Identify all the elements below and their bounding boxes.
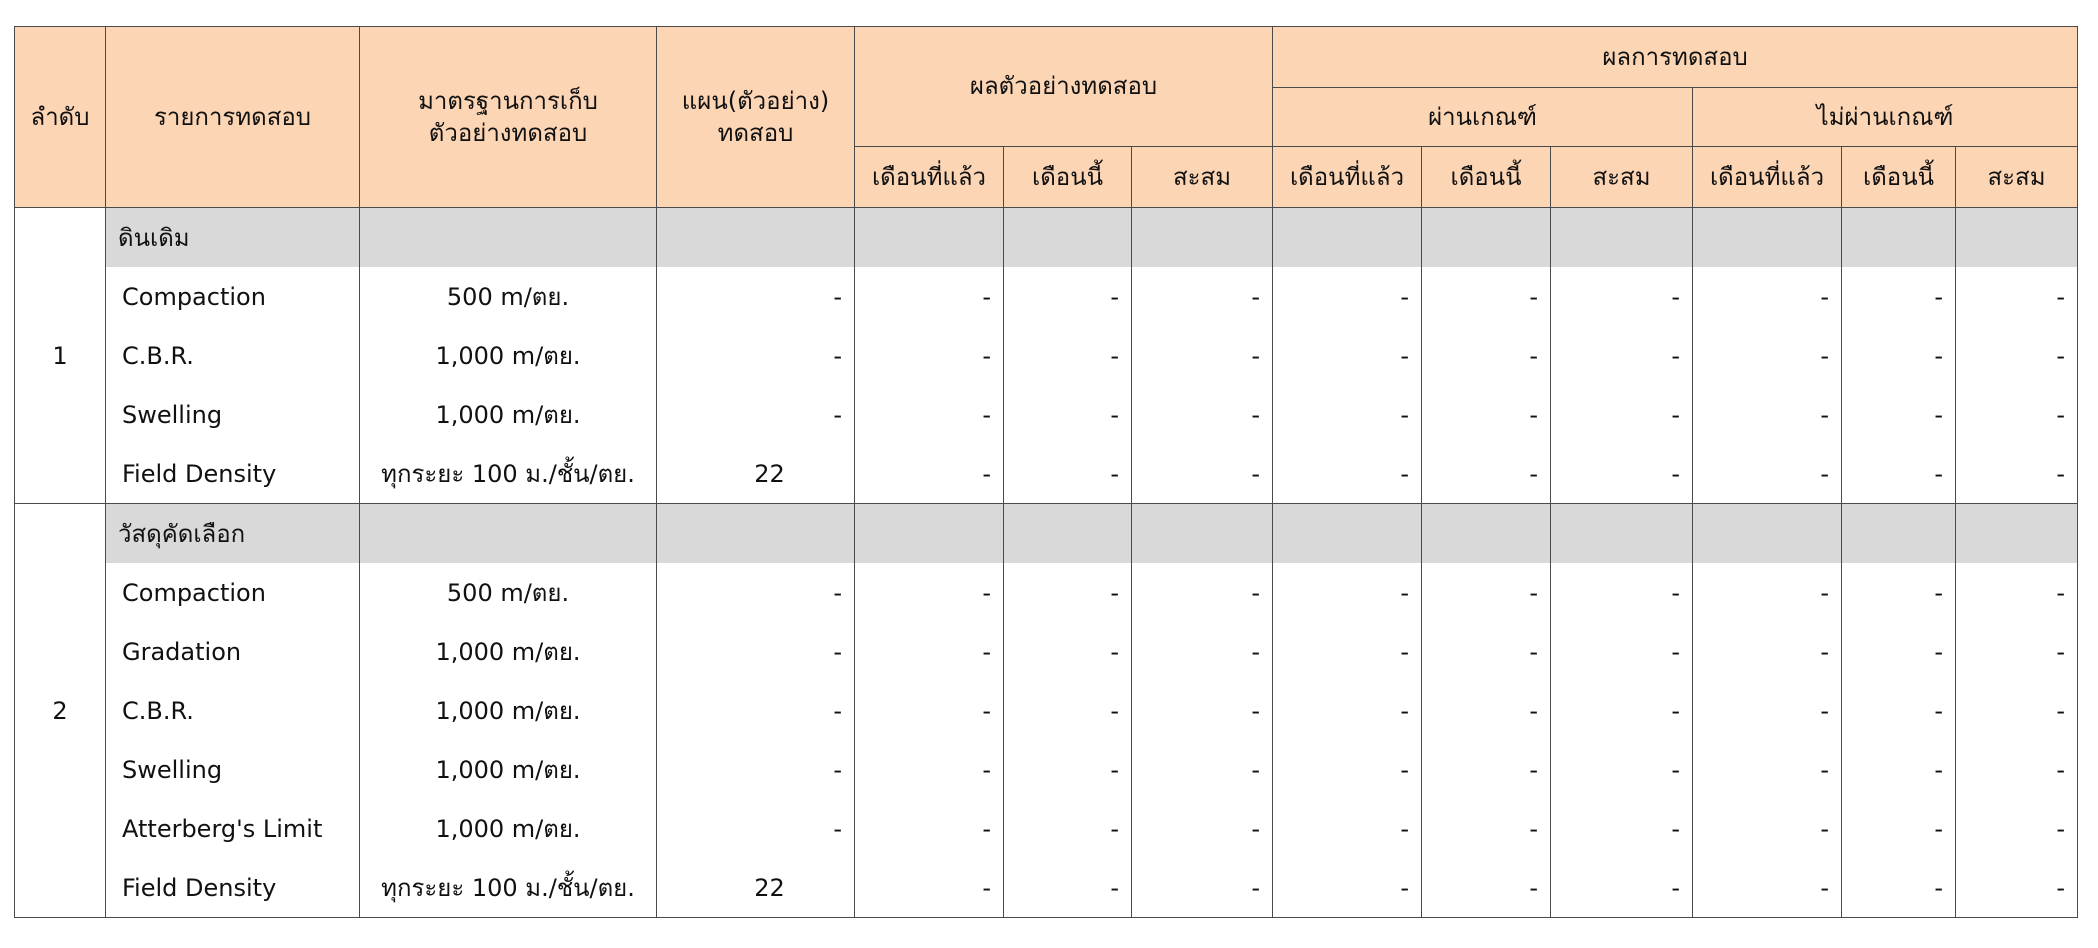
sampling-standard: 1,000 m/ตย. — [360, 326, 657, 385]
samples-this-month-cell: - — [1004, 267, 1132, 326]
fail-this-month-cell: - — [1842, 622, 1956, 681]
fail-cumulative-cell: - — [1956, 858, 2078, 918]
fail-this-month-cell: - — [1842, 681, 1956, 740]
pass-last-month-cell: - — [1273, 799, 1422, 858]
sampling-standard: 1,000 m/ตย. — [360, 799, 657, 858]
pass-cumulative-cell: - — [1551, 444, 1693, 504]
pass-last-month-cell: - — [1273, 622, 1422, 681]
fail-last-month-cell: - — [1693, 563, 1842, 622]
table-row — [15, 563, 2078, 622]
table-row — [15, 799, 2078, 858]
samples-this-month-cell: - — [1004, 681, 1132, 740]
group-filler-cell — [1551, 504, 1693, 564]
pass-last-month-cell: - — [1273, 267, 1422, 326]
group-filler-cell — [1956, 504, 2078, 564]
group-filler-cell — [1422, 504, 1551, 564]
group-title: ดินเดิม — [106, 208, 360, 268]
samples-last-month-cell: - — [855, 622, 1004, 681]
group-filler-cell — [855, 504, 1004, 564]
samples-this-month-cell: - — [1004, 740, 1132, 799]
group-filler-cell — [1956, 208, 2078, 268]
pass-this-month-cell: - — [1422, 267, 1551, 326]
plan-samples: - — [657, 681, 855, 740]
test-item: C.B.R. — [106, 326, 360, 385]
plan-samples: - — [657, 799, 855, 858]
header-pass-last-month: เดือนที่แล้ว — [1273, 147, 1422, 208]
header-no: ลำดับ — [15, 27, 106, 208]
plan-samples: - — [657, 622, 855, 681]
pass-this-month-cell: - — [1422, 681, 1551, 740]
samples-last-month-cell: - — [855, 326, 1004, 385]
samples-last-month-cell: - — [855, 740, 1004, 799]
fail-cumulative-cell: - — [1956, 267, 2078, 326]
samples-this-month-cell: - — [1004, 444, 1132, 504]
fail-cumulative-cell: - — [1956, 622, 2078, 681]
header-fail-cumulative: สะสม — [1956, 147, 2078, 208]
pass-this-month-cell: - — [1422, 444, 1551, 504]
pass-this-month-cell: - — [1422, 740, 1551, 799]
plan-samples: - — [657, 740, 855, 799]
samples-cumulative-cell: - — [1132, 681, 1273, 740]
test-item: Field Density — [106, 444, 360, 504]
fail-last-month-cell: - — [1693, 326, 1842, 385]
fail-cumulative-cell: - — [1956, 563, 2078, 622]
group-filler-cell — [1132, 208, 1273, 268]
group-number: 2 — [15, 504, 106, 918]
header-plan-line1: แผน(ตัวอย่าง) — [681, 86, 830, 115]
group-title: วัสดุคัดเลือก — [106, 504, 360, 564]
group-filler-cell — [360, 504, 657, 564]
samples-cumulative-cell: - — [1132, 799, 1273, 858]
fail-last-month-cell: - — [1693, 385, 1842, 444]
header-pass: ผ่านเกณฑ์ — [1273, 88, 1693, 147]
fail-this-month-cell: - — [1842, 326, 1956, 385]
group-filler-cell — [1693, 208, 1842, 268]
table-row — [15, 740, 2078, 799]
samples-this-month-cell: - — [1004, 385, 1132, 444]
header-samples-cumulative: สะสม — [1132, 147, 1273, 208]
fail-last-month-cell: - — [1693, 740, 1842, 799]
pass-cumulative-cell: - — [1551, 326, 1693, 385]
fail-last-month-cell: - — [1693, 858, 1842, 918]
header-samples: ผลตัวอย่างทดสอบ — [855, 27, 1273, 147]
samples-last-month-cell: - — [855, 858, 1004, 918]
pass-last-month-cell: - — [1273, 563, 1422, 622]
plan-samples: - — [657, 385, 855, 444]
plan-samples: - — [657, 267, 855, 326]
fail-cumulative-cell: - — [1956, 681, 2078, 740]
group-filler-cell — [1693, 504, 1842, 564]
samples-last-month-cell: - — [855, 681, 1004, 740]
table-row — [15, 385, 2078, 444]
test-item: C.B.R. — [106, 681, 360, 740]
header-plan — [657, 27, 855, 208]
header-pass-this-month: เดือนนี้ — [1422, 147, 1551, 208]
pass-this-month-cell: - — [1422, 858, 1551, 918]
sampling-standard: 1,000 m/ตย. — [360, 740, 657, 799]
test-item: Atterberg's Limit — [106, 799, 360, 858]
pass-this-month-cell: - — [1422, 385, 1551, 444]
plan-samples: - — [657, 326, 855, 385]
fail-cumulative-cell: - — [1956, 740, 2078, 799]
samples-last-month-cell: - — [855, 799, 1004, 858]
header-standard-line2: ตัวอย่างทดสอบ — [428, 119, 588, 147]
header-fail-this-month: เดือนนี้ — [1842, 147, 1956, 208]
pass-this-month-cell: - — [1422, 563, 1551, 622]
table-header — [15, 27, 2078, 208]
fail-cumulative-cell: - — [1956, 799, 2078, 858]
group-filler-cell — [657, 208, 855, 268]
pass-this-month-cell: - — [1422, 622, 1551, 681]
group-filler-cell — [1842, 504, 1956, 564]
sampling-standard: ทุกระยะ 100 ม./ชั้น/ตย. — [360, 858, 657, 918]
samples-this-month-cell: - — [1004, 799, 1132, 858]
pass-this-month-cell: - — [1422, 326, 1551, 385]
table-row — [15, 444, 2078, 504]
fail-this-month-cell: - — [1842, 858, 1956, 918]
sampling-standard: 1,000 m/ตย. — [360, 681, 657, 740]
table-row — [15, 681, 2078, 740]
fail-this-month-cell: - — [1842, 385, 1956, 444]
samples-cumulative-cell: - — [1132, 622, 1273, 681]
sampling-standard: 1,000 m/ตย. — [360, 622, 657, 681]
group-filler-cell — [1842, 208, 1956, 268]
pass-last-month-cell: - — [1273, 444, 1422, 504]
header-samples-last-month: เดือนที่แล้ว — [855, 147, 1004, 208]
fail-this-month-cell: - — [1842, 740, 1956, 799]
table-body — [15, 208, 2078, 918]
table-row — [15, 326, 2078, 385]
table-row — [15, 267, 2078, 326]
group-filler-cell — [1004, 504, 1132, 564]
pass-cumulative-cell: - — [1551, 740, 1693, 799]
pass-cumulative-cell: - — [1551, 385, 1693, 444]
group-filler-cell — [1273, 208, 1422, 268]
sampling-standard: 500 m/ตย. — [360, 563, 657, 622]
group-number: 1 — [15, 208, 106, 504]
fail-this-month-cell: - — [1842, 563, 1956, 622]
samples-cumulative-cell: - — [1132, 858, 1273, 918]
pass-this-month-cell: - — [1422, 799, 1551, 858]
fail-cumulative-cell: - — [1956, 385, 2078, 444]
test-item: Swelling — [106, 740, 360, 799]
pass-cumulative-cell: - — [1551, 563, 1693, 622]
table-row — [15, 858, 2078, 918]
pass-cumulative-cell: - — [1551, 858, 1693, 918]
samples-cumulative-cell: - — [1132, 444, 1273, 504]
pass-cumulative-cell: - — [1551, 267, 1693, 326]
pass-last-month-cell: - — [1273, 740, 1422, 799]
pass-last-month-cell: - — [1273, 858, 1422, 918]
samples-cumulative-cell: - — [1132, 326, 1273, 385]
test-item: Compaction — [106, 563, 360, 622]
plan-samples: - — [657, 563, 855, 622]
samples-last-month-cell: - — [855, 563, 1004, 622]
fail-cumulative-cell: - — [1956, 444, 2078, 504]
fail-this-month-cell: - — [1842, 799, 1956, 858]
samples-cumulative-cell: - — [1132, 740, 1273, 799]
header-plan-line2: ทดสอบ — [717, 119, 794, 147]
sampling-standard: 1,000 m/ตย. — [360, 385, 657, 444]
pass-cumulative-cell: - — [1551, 799, 1693, 858]
group-filler-cell — [1273, 504, 1422, 564]
fail-this-month-cell: - — [1842, 444, 1956, 504]
test-item: Swelling — [106, 385, 360, 444]
fail-last-month-cell: - — [1693, 444, 1842, 504]
table-row — [15, 622, 2078, 681]
fail-last-month-cell: - — [1693, 267, 1842, 326]
header-samples-this-month: เดือนนี้ — [1004, 147, 1132, 208]
fail-this-month-cell: - — [1842, 267, 1956, 326]
fail-last-month-cell: - — [1693, 622, 1842, 681]
group-filler-cell — [1422, 208, 1551, 268]
group-filler-cell — [855, 208, 1004, 268]
fail-cumulative-cell: - — [1956, 326, 2078, 385]
fail-last-month-cell: - — [1693, 681, 1842, 740]
header-fail-last-month: เดือนที่แล้ว — [1693, 147, 1842, 208]
samples-this-month-cell: - — [1004, 326, 1132, 385]
group-row — [15, 504, 2078, 564]
pass-cumulative-cell: - — [1551, 622, 1693, 681]
group-filler-cell — [360, 208, 657, 268]
test-item: Gradation — [106, 622, 360, 681]
samples-cumulative-cell: - — [1132, 385, 1273, 444]
header-results: ผลการทดสอบ — [1273, 27, 2078, 88]
samples-this-month-cell: - — [1004, 858, 1132, 918]
plan-samples: 22 — [657, 858, 855, 918]
test-results-table — [14, 26, 2078, 918]
sampling-standard: ทุกระยะ 100 ม./ชั้น/ตย. — [360, 444, 657, 504]
group-row — [15, 208, 2078, 268]
pass-last-month-cell: - — [1273, 326, 1422, 385]
header-fail: ไม่ผ่านเกณฑ์ — [1693, 88, 2078, 147]
group-filler-cell — [1551, 208, 1693, 268]
pass-cumulative-cell: - — [1551, 681, 1693, 740]
samples-this-month-cell: - — [1004, 622, 1132, 681]
samples-last-month-cell: - — [855, 444, 1004, 504]
group-filler-cell — [657, 504, 855, 564]
samples-this-month-cell: - — [1004, 563, 1132, 622]
samples-last-month-cell: - — [855, 385, 1004, 444]
group-filler-cell — [1004, 208, 1132, 268]
header-item: รายการทดสอบ — [106, 27, 360, 208]
pass-last-month-cell: - — [1273, 681, 1422, 740]
group-filler-cell — [1132, 504, 1273, 564]
test-item: Compaction — [106, 267, 360, 326]
test-item: Field Density — [106, 858, 360, 918]
fail-last-month-cell: - — [1693, 799, 1842, 858]
pass-last-month-cell: - — [1273, 385, 1422, 444]
plan-samples: 22 — [657, 444, 855, 504]
samples-cumulative-cell: - — [1132, 267, 1273, 326]
header-standard-line1: มาตรฐานการเก็บ — [418, 86, 598, 115]
samples-cumulative-cell: - — [1132, 563, 1273, 622]
sampling-standard: 500 m/ตย. — [360, 267, 657, 326]
header-pass-cumulative: สะสม — [1551, 147, 1693, 208]
header-standard — [360, 27, 657, 208]
samples-last-month-cell: - — [855, 267, 1004, 326]
